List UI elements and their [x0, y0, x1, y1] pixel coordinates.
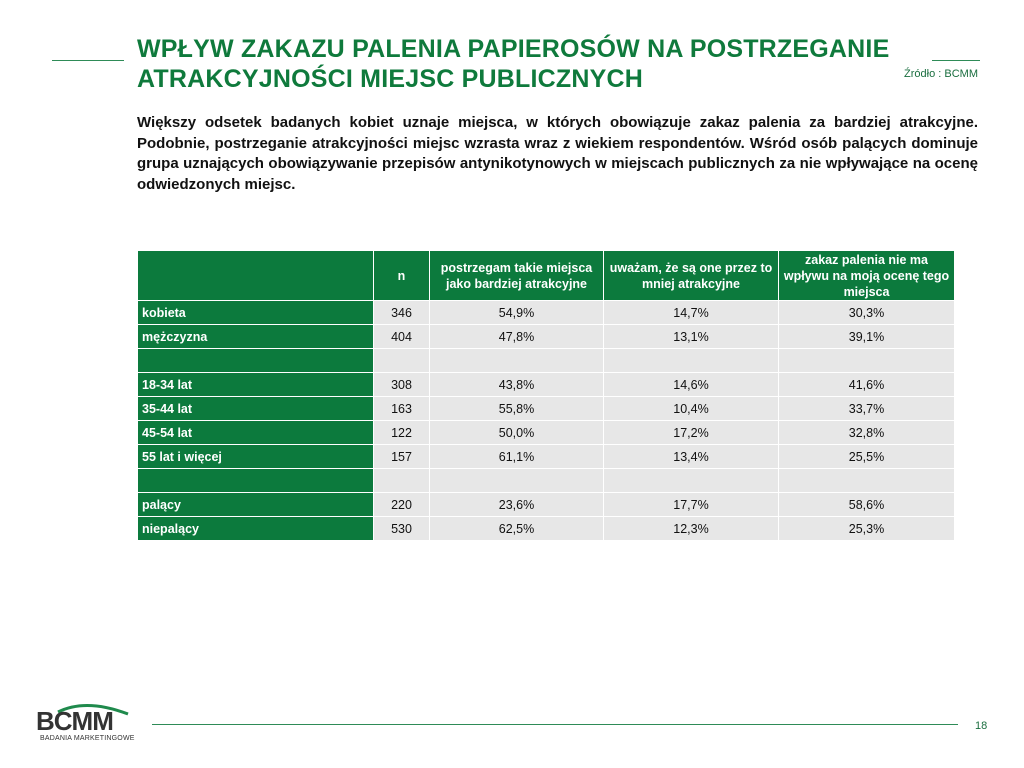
- row-label: [138, 469, 374, 493]
- table-row: [138, 517, 955, 541]
- footer-rule: [152, 724, 958, 725]
- table-row: [138, 397, 955, 421]
- cell-less: 17,2%: [604, 421, 779, 445]
- cell-less: 13,4%: [604, 445, 779, 469]
- cell-noeffect: 58,6%: [779, 493, 955, 517]
- lead-paragraph: Większy odsetek badanych kobiet uznaje miejsca, w których obowiązuje zakaz palenia za bardziej atrakcyjne. Podobnie, postrzeganie atrakcyjności miejsc wzrasta wraz z wiekiem respondentów. Wśród osób palących dominuje grupa uznających obowiązywanie przepisów antynikotynowych w miejscach publicznych za nie wpływające na ocenę odwiedzonych miejsc.: [137, 114, 978, 193]
- row-label: 18-34 lat: [138, 373, 374, 397]
- cell-n: [374, 349, 430, 373]
- cell-n: 404: [374, 325, 430, 349]
- source-note: Źródło : BCMM: [904, 68, 978, 80]
- row-label: palący: [138, 493, 374, 517]
- cell-n: 308: [374, 373, 430, 397]
- row-label: [138, 349, 374, 373]
- cell-more: 50,0%: [430, 421, 604, 445]
- page-title-line1: WPŁYW ZAKAZU PALENIA PAPIEROSÓW NA POSTRZEGANIE: [137, 35, 890, 63]
- cell-noeffect: 25,3%: [779, 517, 955, 541]
- cell-noeffect: [779, 349, 955, 373]
- table-row: [138, 301, 955, 325]
- cell-n: 346: [374, 301, 430, 325]
- cell-less: 13,1%: [604, 325, 779, 349]
- row-label: 45-54 lat: [138, 421, 374, 445]
- table-header-row: [138, 251, 955, 301]
- row-label: kobieta: [138, 301, 374, 325]
- cell-noeffect: 30,3%: [779, 301, 955, 325]
- table-row: [138, 445, 955, 469]
- row-label: niepalący: [138, 517, 374, 541]
- cell-n: 163: [374, 397, 430, 421]
- cell-more: [430, 469, 604, 493]
- cell-more: 43,8%: [430, 373, 604, 397]
- header-n: n: [374, 251, 430, 301]
- row-label: 35-44 lat: [138, 397, 374, 421]
- page-number: 18: [975, 720, 988, 732]
- bcmm-logo: [36, 700, 136, 746]
- cell-more: 62,5%: [430, 517, 604, 541]
- table-row-spacer: [138, 469, 955, 493]
- cell-more: 54,9%: [430, 301, 604, 325]
- cell-noeffect: 33,7%: [779, 397, 955, 421]
- row-label: 55 lat i więcej: [138, 445, 374, 469]
- logo-subtitle: BADANIA MARKETINGOWE: [40, 735, 135, 742]
- cell-more: 23,6%: [430, 493, 604, 517]
- cell-n: 122: [374, 421, 430, 445]
- cell-less: 17,7%: [604, 493, 779, 517]
- cell-less: [604, 349, 779, 373]
- cell-more: 47,8%: [430, 325, 604, 349]
- cell-noeffect: [779, 469, 955, 493]
- cell-more: [430, 349, 604, 373]
- table-row-spacer: [138, 349, 955, 373]
- table-row: [138, 493, 955, 517]
- page-title-line2: ATRAKCYJNOŚCI MIEJSC PUBLICZNYCH: [137, 65, 643, 93]
- cell-n: 220: [374, 493, 430, 517]
- table-row: [138, 325, 955, 349]
- cell-noeffect: 25,5%: [779, 445, 955, 469]
- row-label: mężczyzna: [138, 325, 374, 349]
- cell-less: [604, 469, 779, 493]
- cell-less: 14,6%: [604, 373, 779, 397]
- header-label-cell: [138, 251, 374, 301]
- header-no-effect: zakaz palenia nie ma wpływu na moją ocenę tego miejsca: [779, 251, 955, 301]
- cell-less: 12,3%: [604, 517, 779, 541]
- cell-noeffect: 32,8%: [779, 421, 955, 445]
- title-rule-left: [52, 60, 124, 61]
- cell-n: 530: [374, 517, 430, 541]
- header-more-attractive: postrzegam takie miejsca jako bardziej atrakcyjne: [430, 251, 604, 301]
- cell-noeffect: 41,6%: [779, 373, 955, 397]
- cell-more: 55,8%: [430, 397, 604, 421]
- title-rule-right: [932, 60, 980, 61]
- cell-n: 157: [374, 445, 430, 469]
- header-less-attractive: uważam, że są one przez to mniej atrakcyjne: [604, 251, 779, 301]
- logo-wordmark: BCMM: [36, 706, 113, 736]
- results-table: [137, 250, 955, 541]
- cell-more: 61,1%: [430, 445, 604, 469]
- cell-less: 14,7%: [604, 301, 779, 325]
- cell-noeffect: 39,1%: [779, 325, 955, 349]
- cell-n: [374, 469, 430, 493]
- table-row: [138, 421, 955, 445]
- page-title: [137, 34, 937, 94]
- table-row: [138, 373, 955, 397]
- cell-less: 10,4%: [604, 397, 779, 421]
